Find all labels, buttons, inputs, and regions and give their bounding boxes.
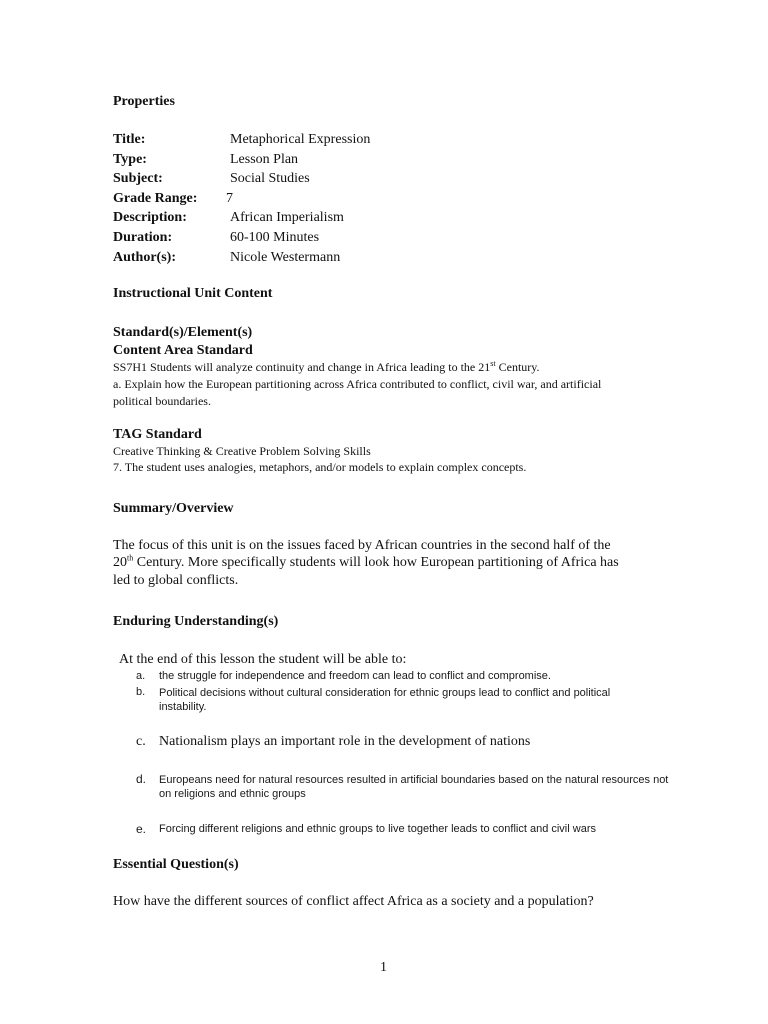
property-label: Author(s): <box>113 250 176 265</box>
property-value: Nicole Westermann <box>230 250 341 265</box>
list-marker: a. <box>136 670 146 682</box>
property-label: Duration: <box>113 230 173 245</box>
property-value: Metaphorical Expression <box>230 132 371 147</box>
property-value: Social Studies <box>230 171 310 186</box>
summary-heading: Summary/Overview <box>113 501 234 516</box>
property-value: Lesson Plan <box>230 152 299 167</box>
tag-standard-item-7: 7. The student uses analogies, metaphors, and/or models to explain complex concepts. <box>113 460 527 474</box>
property-label: Subject: <box>113 171 163 186</box>
ordinal-suffix: st <box>490 359 496 368</box>
list-item: Political decisions without cultural consideration for ethnic groups lead to conflict and political instability. <box>159 687 611 713</box>
enduring-understanding-heading: Enduring Understanding(s) <box>113 614 279 629</box>
essential-question-heading: Essential Question(s) <box>113 857 239 872</box>
standards-heading: Standard(s)/Element(s) <box>113 325 253 340</box>
tag-standard-skills: Creative Thinking & Creative Problem Solving Skills <box>113 444 371 458</box>
list-marker: b. <box>136 686 146 698</box>
page-number: 1 <box>380 960 387 975</box>
century-number: 20 <box>113 555 127 570</box>
list-item: Forcing different religions and ethnic groups to live together leads to conflict and civil wars <box>159 823 596 835</box>
property-value: 7 <box>226 191 233 206</box>
property-label: Grade Range: <box>113 191 198 206</box>
properties-heading: Properties <box>113 94 175 109</box>
standard-item-a: a. Explain how the European partitioning across Africa contributed to conflict, civil war, and artificial political boundaries. <box>113 377 602 408</box>
list-marker: c. <box>136 734 146 749</box>
summary-line-3: led to global conflicts. <box>113 573 239 588</box>
property-label: Description: <box>113 210 187 225</box>
summary-line-2 <box>113 555 619 571</box>
standard-ss7h1-text: SS7H1 Students will analyze continuity and change in Africa leading to the 21 <box>113 360 491 374</box>
summary-line-1: The focus of this unit is on the issues faced by African countries in the second half of the <box>113 538 611 553</box>
property-value: 60-100 Minutes <box>230 230 320 245</box>
list-item: the struggle for independence and freedom can lead to conflict and compromise. <box>159 670 551 682</box>
property-value: African Imperialism <box>230 210 344 225</box>
property-label: Type: <box>113 152 147 167</box>
ordinal-suffix: th <box>127 553 134 563</box>
tag-standard-heading: TAG Standard <box>113 427 202 442</box>
list-item: Europeans need for natural resources resulted in artificial boundaries based on the natural resources not on religions and ethnic groups <box>159 774 669 800</box>
instructional-unit-heading: Instructional Unit Content <box>113 286 273 301</box>
list-marker: d. <box>136 772 147 786</box>
enduring-intro: At the end of this lesson the student will be able to: <box>119 652 407 667</box>
list-marker: e. <box>136 822 147 836</box>
standard-ss7h1-end: Century. <box>495 360 540 374</box>
content-area-standard-heading: Content Area Standard <box>113 343 253 358</box>
list-item: Nationalism plays an important role in the development of nations <box>159 734 531 749</box>
standard-ss7h1 <box>113 360 540 375</box>
property-label: Title: <box>113 132 146 147</box>
essential-question-text: How have the different sources of conflict affect Africa as a society and a population? <box>113 894 594 909</box>
summary-line-2-text: Century. More specifically students will look how European partitioning of Africa has <box>133 555 619 570</box>
